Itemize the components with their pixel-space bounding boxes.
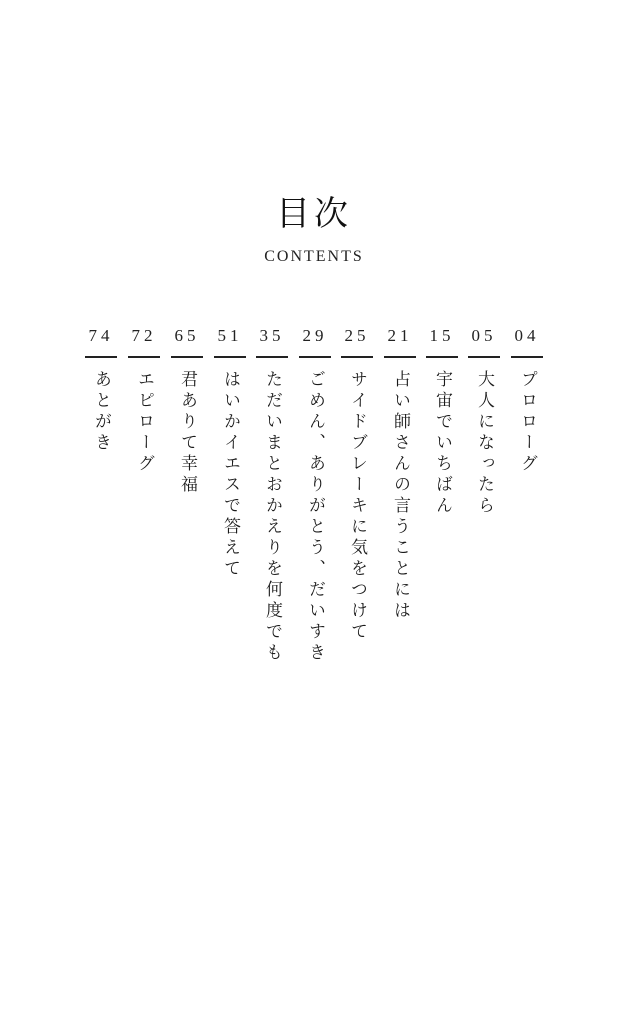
- toc-entry[interactable]: [467, 324, 501, 517]
- toc-divider: [299, 356, 331, 358]
- toc-divider: [341, 356, 373, 358]
- toc-chapter-title: ごめん、ありがとう、だいすき: [305, 370, 325, 664]
- toc-divider: [384, 356, 416, 358]
- toc-chapter-title: 大人になったら: [474, 370, 494, 517]
- toc-entry[interactable]: [255, 324, 289, 664]
- toc-chapter-title: エピローグ: [134, 370, 154, 475]
- toc-chapter-title: あとがき: [91, 370, 111, 454]
- toc-divider: [468, 356, 500, 358]
- toc-page-number: 29: [302, 326, 328, 345]
- toc-page-number: 51: [217, 326, 243, 345]
- toc-entry[interactable]: [383, 324, 417, 622]
- page-subtitle: CONTENTS: [264, 248, 364, 265]
- toc-chapter-title: 君ありて幸福: [177, 370, 197, 496]
- toc-divider: [214, 356, 246, 358]
- toc-page-number: 04: [514, 326, 540, 345]
- toc-page-number: 72: [131, 326, 157, 345]
- toc-chapter-title: 占い師さんの言うことには: [390, 370, 410, 622]
- toc-page-number: 74: [88, 326, 114, 345]
- toc-chapter-title: サイドブレーキに気をつけて: [347, 370, 367, 643]
- toc-divider: [511, 356, 543, 358]
- toc-entry[interactable]: [425, 324, 459, 517]
- toc-divider: [128, 356, 160, 358]
- toc-entry[interactable]: [510, 324, 544, 475]
- toc-divider: [256, 356, 288, 358]
- toc-entry[interactable]: [84, 324, 118, 454]
- table-of-contents: [0, 324, 628, 804]
- page-title: 目次: [276, 194, 352, 234]
- toc-chapter-title: はいかイエスで答えて: [220, 370, 240, 580]
- toc-page-number: 05: [471, 326, 497, 345]
- toc-entry[interactable]: [170, 324, 204, 496]
- toc-chapter-title: プロローグ: [517, 370, 537, 475]
- toc-entry[interactable]: [340, 324, 374, 643]
- toc-page-number: 25: [344, 326, 370, 345]
- toc-page-number: 35: [259, 326, 285, 345]
- toc-divider: [85, 356, 117, 358]
- toc-chapter-title: ただいまとおかえりを何度でも: [262, 370, 282, 664]
- toc-page-number: 65: [174, 326, 200, 345]
- toc-entry[interactable]: [213, 324, 247, 580]
- toc-divider: [171, 356, 203, 358]
- toc-page-number: 15: [429, 326, 455, 345]
- toc-chapter-title: 宇宙でいちばん: [432, 370, 452, 517]
- toc-entry[interactable]: [127, 324, 161, 475]
- toc-page-number: 21: [387, 326, 413, 345]
- toc-entry[interactable]: [298, 324, 332, 664]
- toc-divider: [426, 356, 458, 358]
